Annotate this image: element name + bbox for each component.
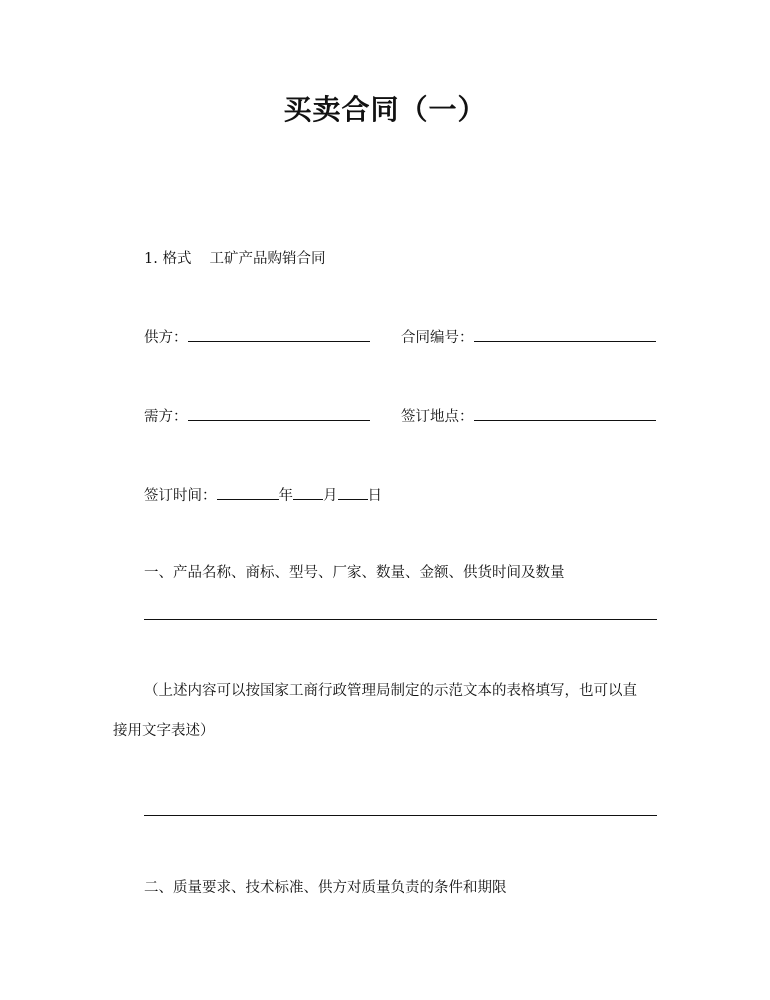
year-blank[interactable] — [217, 484, 279, 500]
buyer-label: 需方： — [144, 409, 188, 425]
format-value: 工矿产品购销合同 — [209, 251, 326, 267]
month-label: 月 — [323, 488, 338, 504]
buyer-line — [144, 405, 370, 428]
sign-place-line — [401, 405, 656, 428]
section1-heading: 一、产品名称、商标、型号、厂家、数量、金额、供货时间及数量 — [144, 565, 565, 581]
page-title: 买卖合同（一） — [283, 93, 487, 126]
year-label: 年 — [278, 488, 293, 504]
format-line — [144, 248, 325, 270]
section1-fill-line[interactable] — [144, 619, 657, 620]
supplier-label: 供方： — [144, 330, 188, 346]
contract-no-line — [401, 326, 656, 349]
note-line-1: （上述内容可以按国家工商行政管理局制定的示范文本的表格填写，也可以直 — [144, 683, 637, 699]
month-blank[interactable] — [293, 484, 323, 500]
sign-place-blank[interactable] — [474, 405, 656, 421]
buyer-blank[interactable] — [188, 405, 370, 421]
day-label: 日 — [367, 488, 382, 504]
note-line-2: 接用文字表述） — [113, 723, 215, 739]
contract-no-blank[interactable] — [474, 326, 656, 342]
day-blank[interactable] — [338, 484, 368, 500]
sign-time-line — [144, 484, 382, 507]
section2-heading: 二、质量要求、技术标准、供方对质量负责的条件和期限 — [144, 880, 507, 896]
sign-place-label: 签订地点： — [401, 409, 474, 425]
sign-time-label: 签订时间： — [144, 488, 217, 504]
note-fill-line[interactable] — [144, 815, 657, 816]
contract-no-label: 合同编号： — [401, 330, 474, 346]
supplier-line — [144, 326, 370, 349]
format-label: 1. 格式 — [144, 251, 192, 267]
supplier-blank[interactable] — [188, 326, 370, 342]
